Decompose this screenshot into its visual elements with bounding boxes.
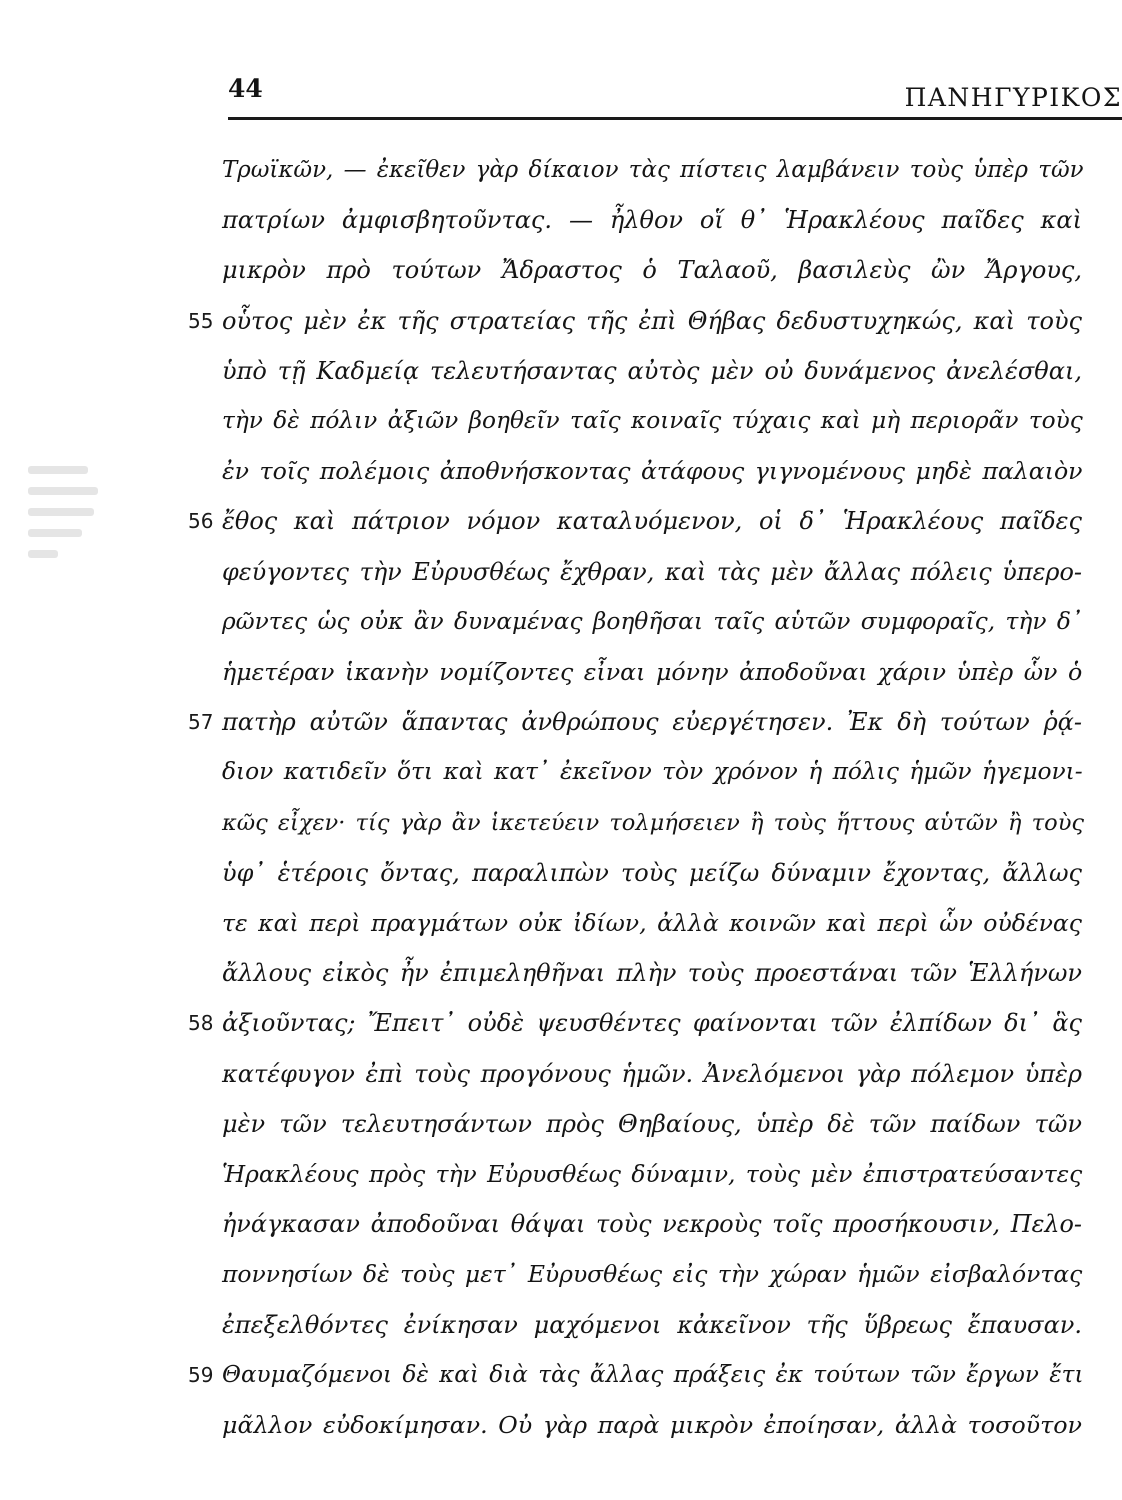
line-text: ἡμετέραν ἱκανὴν νομίζοντες εἶναι μόνην ἀποδοῦναι χάριν ὑπὲρ ὧν ὁ <box>222 658 1083 686</box>
text-line <box>0 1259 1122 1309</box>
text-line <box>0 456 1122 506</box>
line-text: διον κατιδεῖν ὅτι καὶ κατ᾽ ἐκεῖνον τὸν χρόνον ἡ πόλις ἡμῶν ἡγεμονι- <box>222 758 1083 785</box>
line-text: ἐπεξελθόντες ἐνίκησαν μαχόμενοι κἀκεῖνον τῆς ὕβρεως ἔπαυσαν. <box>222 1311 1082 1339</box>
line-text: πατρίων ἀμφισβητοῦντας. — ἦλθον οἵ θ᾽ Ἡρακλέους παῖδες καὶ <box>222 206 1082 234</box>
text-line <box>0 356 1122 406</box>
text-line <box>0 657 1122 707</box>
text-line <box>0 1109 1122 1159</box>
section-number: 57 <box>188 710 214 734</box>
line-text: ἀξιοῦντας; Ἔπειτ᾽ οὐδὲ ψευσθέντες φαίνονται τῶν ἐλπίδων δι᾽ ἃς <box>222 1009 1082 1037</box>
text-line <box>0 506 1122 556</box>
line-text: ἠνάγκασαν ἀποδοῦναι θάψαι τοὺς νεκροὺς τοῖς προσήκουσιν, Πελο- <box>222 1210 1082 1238</box>
text-line <box>0 607 1122 657</box>
text-line <box>0 1310 1122 1360</box>
text-line <box>0 908 1122 958</box>
text-line <box>0 306 1122 356</box>
line-text: κῶς εἶχεν· τίς γὰρ ἂν ἱκετεύειν τολμήσειεν ἢ τοὺς ἥττους αὑτῶν ἢ τοὺς <box>222 810 1084 836</box>
line-text: πατὴρ αὐτῶν ἅπαντας ἀνθρώπους εὐεργέτησεν. Ἐκ δὴ τούτων ῥᾴ- <box>222 708 1082 736</box>
line-text: φεύγοντες τὴν Εὐρυσθέως ἔχθραν, καὶ τὰς μὲν ἄλλας πόλεις ὑπερο- <box>222 558 1082 586</box>
text-line <box>0 1059 1122 1109</box>
text-line <box>0 406 1122 456</box>
text-line <box>0 255 1122 305</box>
text-line <box>0 1209 1122 1259</box>
line-text: Τρωϊκῶν, — ἐκεῖθεν γὰρ δίκαιον τὰς πίστεις λαμβάνειν τοὺς ὑπὲρ τῶν <box>222 157 1084 183</box>
text-line <box>0 1360 1122 1410</box>
text-line <box>0 707 1122 757</box>
section-number: 59 <box>188 1363 214 1387</box>
line-text: μικρὸν πρὸ τούτων Ἄδραστος ὁ Ταλαοῦ, βασιλεὺς ὢν Ἄργους, <box>222 256 1082 284</box>
line-text: μᾶλλον εὐδοκίμησαν. Οὐ γὰρ παρὰ μικρὸν ἐποίησαν, ἀλλὰ τοσοῦτον <box>222 1411 1082 1439</box>
running-title: ΠΑΝΗΓΥΡΙΚΟΣ <box>904 83 1122 112</box>
text-line <box>0 205 1122 255</box>
text-line <box>0 1159 1122 1209</box>
text-line <box>0 155 1122 205</box>
line-text: κατέφυγον ἐπὶ τοὺς προγόνους ἡμῶν. Ἀνελόμενοι γὰρ πόλεμον ὑπὲρ <box>222 1060 1083 1088</box>
line-text: τὴν δὲ πόλιν ἀξιῶν βοηθεῖν ταῖς κοιναῖς τύχαις καὶ μὴ περιορᾶν τοὺς <box>222 407 1083 434</box>
section-number: 55 <box>188 309 214 333</box>
line-text: οὗτος μὲν ἐκ τῆς στρατείας τῆς ἐπὶ Θήβας δεδυστυχηκώς, καὶ τοὺς <box>222 307 1082 335</box>
text-line <box>0 1008 1122 1058</box>
text-line <box>0 557 1122 607</box>
text-line <box>0 757 1122 807</box>
line-text: Θαυμαζόμενοι δὲ καὶ διὰ τὰς ἄλλας πράξεις ἐκ τούτων τῶν ἔργων ἔτι <box>222 1362 1084 1388</box>
line-text: Ἡρακλέους πρὸς τὴν Εὐρυσθέως δύναμιν, τοὺς μὲν ἐπιστρατεύσαντες <box>222 1160 1083 1188</box>
line-text: τε καὶ περὶ πραγμάτων οὐκ ἰδίων, ἀλλὰ κοινῶν καὶ περὶ ὧν οὐδένας <box>222 909 1082 937</box>
section-number: 58 <box>188 1011 214 1035</box>
line-text: ὑφ᾽ ἑτέροις ὄντας, παραλιπὼν τοὺς μείζω δύναμιν ἔχοντας, ἄλλως <box>222 859 1082 887</box>
line-text: ποννησίων δὲ τοὺς μετ᾽ Εὐρυσθέως εἰς τὴν χώραν ἡμῶν εἰσβαλόντας <box>222 1260 1083 1288</box>
line-text: ἔθος καὶ πάτριον νόμον καταλυόμενον, οἱ δ᾽ Ἡρακλέους παῖδες <box>222 507 1082 535</box>
line-text: ἐν τοῖς πολέμοις ἀποθνήσκοντας ἀτάφους γιγνομένους μηδὲ παλαιὸν <box>222 457 1083 485</box>
line-text: ὑπὸ τῇ Καδμείᾳ τελευτήσαντας αὐτὸς μὲν οὐ δυνάμενος ἀνελέσθαι, <box>222 357 1082 385</box>
text-line <box>0 958 1122 1008</box>
section-number: 56 <box>188 509 214 533</box>
line-text: ἄλλους εἰκὸς ἦν ἐπιμεληθῆναι πλὴν τοὺς προεστάναι τῶν Ἑλλήνων <box>222 959 1082 987</box>
text-line <box>0 1410 1122 1460</box>
text-line <box>0 808 1122 858</box>
line-text: μὲν τῶν τελευτησάντων πρὸς Θηβαίους, ὑπὲρ δὲ τῶν παίδων τῶν <box>222 1110 1082 1138</box>
page-number: 44 <box>228 74 263 103</box>
line-text: ρῶντες ὡς οὐκ ἂν δυναμένας βοηθῆσαι ταῖς αὑτῶν συμφοραῖς, τὴν δ᾽ <box>222 608 1083 635</box>
text-line <box>0 858 1122 908</box>
